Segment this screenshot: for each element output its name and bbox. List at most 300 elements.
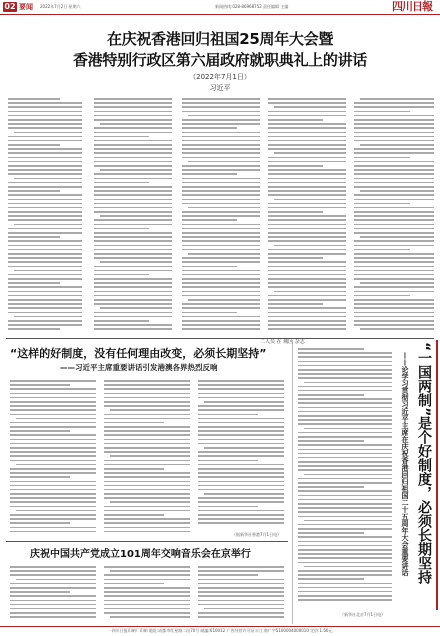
text-line [110,455,190,457]
text-line [298,562,392,564]
text-line [94,316,172,318]
text-line [8,165,82,167]
text-line [104,443,190,445]
text-line [268,173,346,175]
text-line [298,511,392,513]
text-line [8,182,82,184]
text-line [8,140,82,142]
text-line [8,307,82,309]
text-line [298,591,392,593]
text-line [182,123,260,125]
text-line [198,600,284,602]
text-line [198,497,284,499]
text-line [268,232,346,234]
text-line [298,361,392,363]
text-line [298,356,392,358]
text-line [94,257,172,259]
text-line [354,186,434,188]
text-line [198,612,284,614]
article-column [354,98,434,334]
text-line [8,295,82,297]
text-line [268,270,346,272]
text-line [268,253,346,255]
text-line [182,144,260,146]
text-line [268,190,346,192]
text-line [298,373,392,375]
text-line [304,474,392,476]
text-line [268,194,346,196]
text-line [182,282,260,284]
text-line [198,426,284,428]
text-line [182,182,260,184]
text-line [110,409,190,411]
commentary-label: 二人员 在 城区 杂志 [260,339,305,345]
text-line [16,464,96,466]
text-line [94,240,172,242]
text-line [354,123,434,125]
text-line [268,286,346,288]
text-line [14,316,82,318]
text-line [268,178,346,180]
text-line [298,402,392,404]
text-line [198,579,284,581]
text-line [16,579,96,581]
text-line [94,282,172,284]
text-line [198,455,284,457]
text-line [94,157,172,159]
text-line [268,240,346,242]
text-line [298,516,392,518]
text-line [8,111,82,113]
text-line [354,215,434,217]
text-line [268,148,346,150]
text-line [8,228,82,230]
text-line [198,570,284,572]
header-date: 2022年7月2日 星期六 [40,4,81,9]
text-line [354,219,434,221]
text-line [104,587,190,589]
text-line [94,224,172,226]
text-line [198,595,284,597]
text-line [94,111,172,113]
text-line [94,236,172,238]
text-line [198,405,284,407]
text-line [104,583,164,585]
text-line [94,178,172,180]
text-line [10,493,96,495]
text-line [104,518,190,520]
text-line [198,451,284,453]
text-line [274,106,346,108]
text-line [94,312,172,314]
text-line [182,303,260,305]
text-line [354,299,434,301]
text-line [104,447,190,449]
text-line [198,518,284,520]
text-line [188,253,260,255]
text-line [354,169,434,171]
text-line [268,140,346,142]
text-line [268,316,346,318]
text-line [182,140,260,142]
text-line [14,224,82,226]
text-line [198,384,284,386]
text-line [268,203,346,205]
text-line [360,328,434,330]
text-line [8,299,82,301]
text-line [104,418,190,420]
text-line [182,165,260,167]
text-line [10,608,96,610]
text-line [94,136,149,138]
text-line [182,249,260,251]
text-line [182,240,260,242]
text-line [104,595,190,597]
text-line [94,165,172,167]
text-line [182,291,260,293]
text-line [104,489,190,491]
text-line [94,127,172,129]
text-line [354,115,434,117]
text-line [274,199,346,201]
text-line [268,111,346,113]
text-line [198,380,284,382]
text-line [360,98,434,100]
text-line [94,173,172,175]
text-line [10,485,96,487]
text-line [298,432,392,434]
section-divider [6,338,434,339]
text-line [198,439,284,441]
text-line [198,574,258,576]
text-line [182,286,260,288]
text-line [298,528,392,530]
text-line [182,257,260,259]
text-line [104,531,190,533]
article-column [10,566,96,624]
text-line [354,270,434,272]
text-line [16,510,96,512]
text-line [94,115,172,117]
text-line [10,497,96,499]
text-line [10,401,96,403]
text-line [354,199,434,201]
header-info: 新闻热线:028-86968752 责任编辑 主编 [215,4,289,9]
text-line [268,182,346,184]
text-line [298,411,392,413]
text-line [94,299,172,301]
text-line [182,232,260,234]
text-line [94,161,172,163]
text-line [94,140,172,142]
text-line [298,599,392,601]
text-line [8,119,82,121]
text-line [268,278,346,280]
text-line [274,152,346,154]
text-line [94,270,172,272]
text-line [10,587,96,589]
page-footer: 一四川日报印刷厂印刷 地址:成都市红星路二段70号 邮编:610012 广告经营许可证:川工商广字5100004000010 定价:1.50元 [0,626,440,636]
text-line [104,414,190,416]
text-line [354,249,410,251]
text-line [268,127,346,129]
secondary-subheadline: ——习近平主席重要讲话引发港澳各界热烈反响 [60,363,218,372]
text-line [182,148,260,150]
text-line [104,422,164,424]
text-line [94,274,149,276]
text-line [100,261,172,263]
text-line [354,245,434,247]
text-line [354,253,434,255]
text-line [182,106,260,108]
page-number-badge: 02 [4,2,16,11]
text-line [104,579,190,581]
text-line [354,194,434,196]
text-line [8,261,82,263]
text-line [8,102,82,104]
text-line [182,266,237,268]
text-line [104,434,190,436]
accent-bar [436,340,438,610]
text-line [268,257,323,259]
text-line [268,115,346,117]
text-line [182,215,260,217]
text-line [104,380,190,382]
text-line [360,282,434,284]
text-line [198,464,284,466]
text-line [10,388,96,390]
text-line [8,312,82,314]
text-line [8,136,82,138]
text-line [10,527,96,529]
text-line [268,295,346,297]
text-line [298,495,392,497]
text-line [268,211,323,213]
text-line [298,574,392,576]
text-line [298,436,392,438]
text-line [10,522,70,524]
text-line [354,286,434,288]
text-line [8,249,82,251]
article-column [198,380,284,530]
text-line [182,127,237,129]
text-line [268,282,346,284]
text-line [10,612,96,614]
text-line [268,186,346,188]
source-note: （据新华社香港7月1日电） [232,532,282,537]
text-line [10,570,96,572]
text-line [8,148,82,150]
text-line [298,583,392,585]
text-line [268,274,346,276]
text-line [354,261,434,263]
text-line [8,236,60,238]
text-line [8,161,82,163]
text-line [298,390,392,392]
text-line [304,520,392,522]
text-line [104,608,190,610]
text-line [10,489,96,491]
text-line [354,152,434,154]
text-line [104,460,190,462]
text-line [298,587,392,589]
article-column [8,98,82,334]
text-line [104,405,190,407]
text-line [104,527,190,529]
text-line [100,215,172,217]
text-line [14,270,82,272]
text-line [354,316,434,318]
text-line [100,307,172,309]
text-line [354,106,434,108]
text-line [8,144,60,146]
text-line [104,485,190,487]
text-line [8,98,60,100]
text-line [10,583,96,585]
text-line [182,98,260,100]
text-line [360,190,434,192]
text-line [298,507,392,509]
main-title-line-2: 香港特别行政区第六届政府就职典礼上的讲话 [72,51,367,69]
text-line [182,203,260,205]
text-line [10,591,70,593]
text-line [268,266,346,268]
text-line [182,186,260,188]
text-line [104,393,190,395]
text-line [94,286,172,288]
text-line [182,295,260,297]
text-line [298,444,392,446]
text-line [182,270,260,272]
text-line [104,574,190,576]
text-line [182,119,260,121]
text-line [10,501,96,503]
text-line [10,514,96,516]
text-line [104,384,190,386]
text-line [8,219,82,221]
text-line [8,274,82,276]
text-line [198,434,284,436]
text-line [360,236,434,238]
text-line [110,616,190,618]
text-line [354,228,434,230]
text-line [10,604,96,606]
text-line [104,439,190,441]
text-line [354,324,434,326]
text-line [182,178,260,180]
text-line [8,115,82,117]
text-line [8,286,82,288]
text-line [268,207,346,209]
text-line [198,489,284,491]
text-line [182,307,260,309]
text-line [94,203,172,205]
text-line [94,98,172,100]
text-line [94,303,172,305]
text-line [10,414,96,416]
text-line [10,531,96,533]
text-line [8,215,82,217]
text-line [198,409,284,411]
text-line [198,476,284,478]
text-line [360,144,434,146]
text-line [94,148,172,150]
text-line [8,211,82,213]
text-line [298,352,392,354]
text-line [8,157,82,159]
text-line [182,324,260,326]
text-line [94,324,172,326]
text-line [8,203,82,205]
text-line [268,119,323,121]
section-divider [6,541,288,542]
text-line [8,207,82,209]
text-line [104,600,190,602]
text-line [94,211,172,213]
text-line [104,612,190,614]
text-line [14,132,82,134]
text-line [182,102,260,104]
text-line [94,232,172,234]
text-line [8,173,82,175]
text-line [198,418,284,420]
third-headline: 庆祝中国共产党成立101周年交响音乐会在京举行 [30,549,251,560]
text-line [104,522,190,524]
text-line [94,199,172,201]
text-line [198,616,284,618]
text-line [198,583,284,585]
text-line [94,295,172,297]
text-line [204,608,284,610]
text-line [298,415,392,417]
article-column [182,98,260,334]
text-line [298,557,392,559]
text-line [268,102,346,104]
text-line [8,240,82,242]
text-line [268,307,346,309]
text-line [8,123,82,125]
text-line [94,119,172,121]
text-line [268,228,346,230]
text-line [298,469,392,471]
text-line [182,111,260,113]
text-line [104,451,190,453]
text-line [354,312,434,314]
text-line [10,397,96,399]
text-line [274,291,346,293]
main-title-line-1: 在庆祝香港回归祖国25周年大会暨 [106,30,334,48]
text-line [354,136,434,138]
text-line [182,132,260,134]
text-line [104,464,190,466]
speech-author: 习近平 [209,84,231,92]
text-line [354,291,434,293]
text-line [94,253,172,255]
text-line [8,257,82,259]
text-line [354,257,434,259]
text-line [198,506,258,508]
text-line [182,152,260,154]
text-line [204,401,284,403]
text-line [354,165,434,167]
text-line [14,178,82,180]
text-line [298,499,392,501]
text-line [10,595,96,597]
text-line [298,553,392,555]
text-line [354,203,410,205]
text-line [198,388,284,390]
text-line [104,510,190,512]
